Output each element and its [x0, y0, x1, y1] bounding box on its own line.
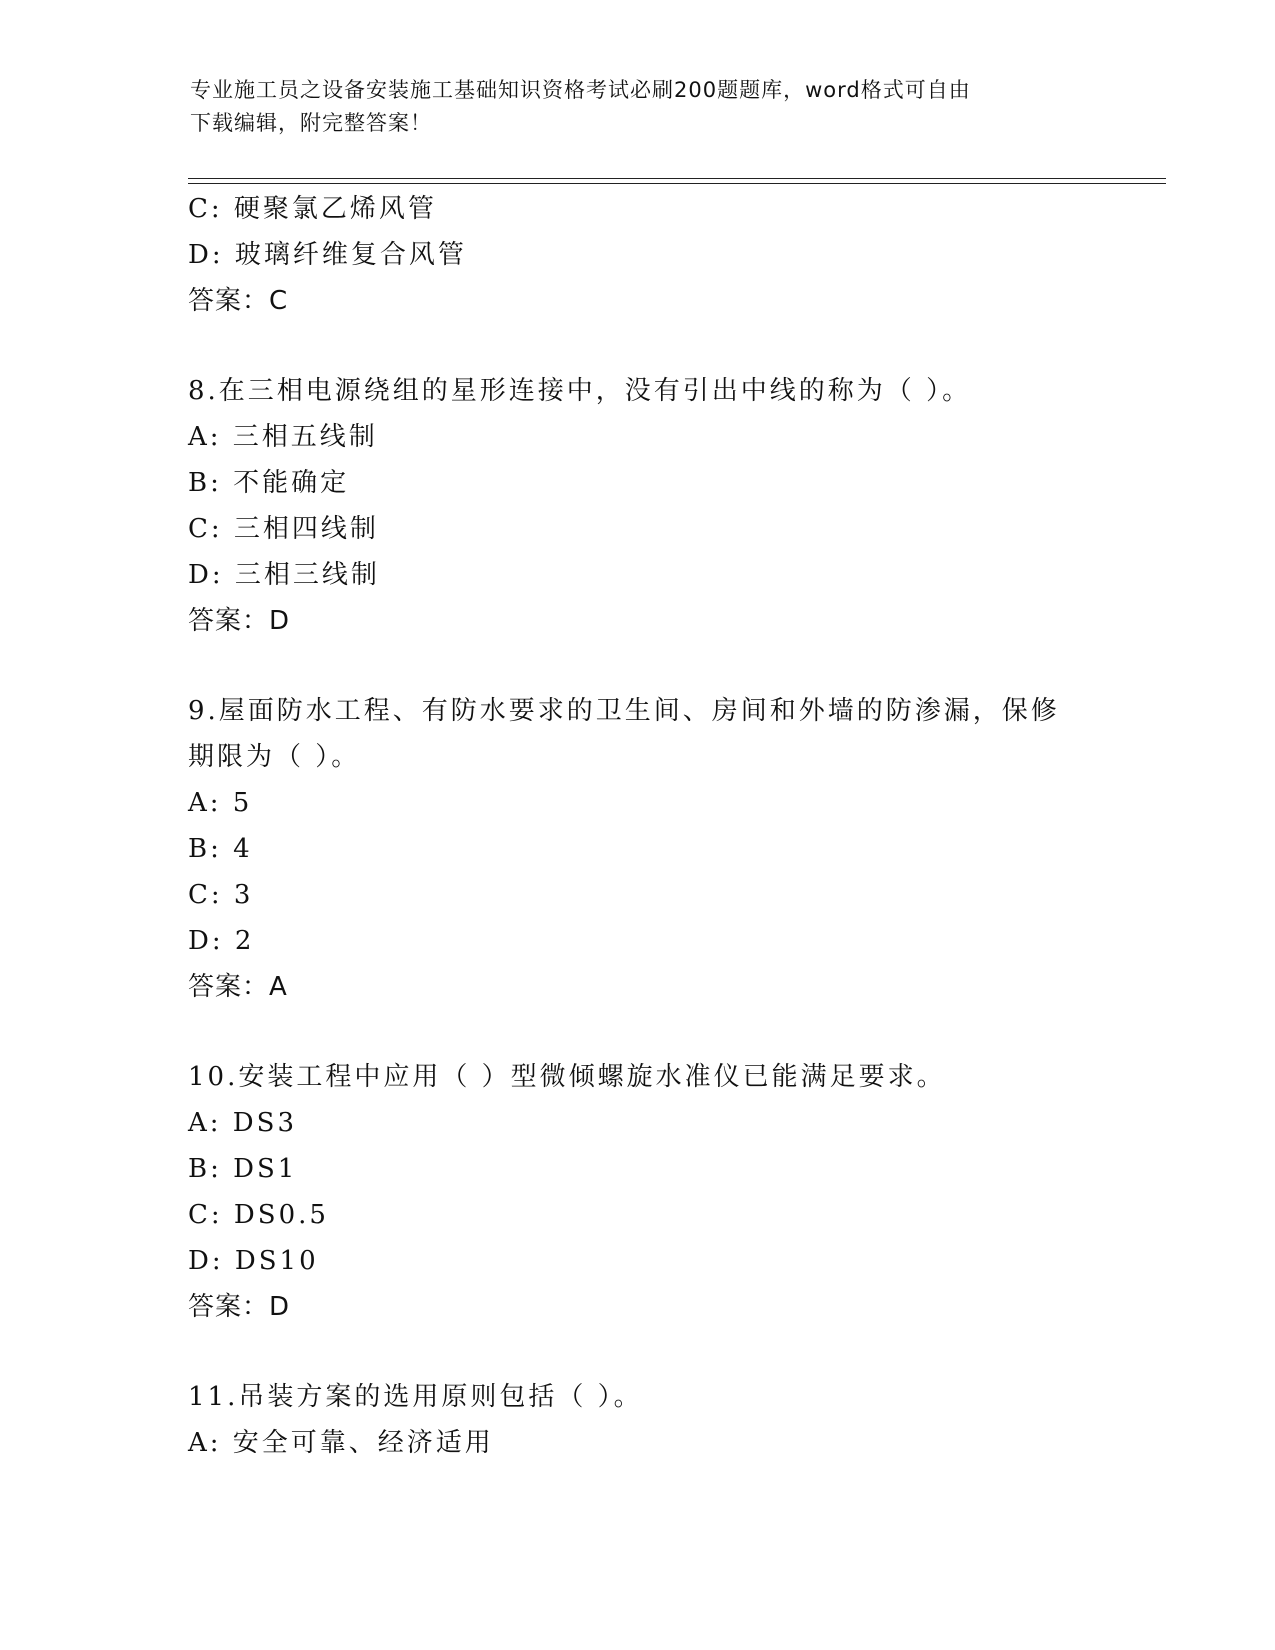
question-text-line-2: 期限为（ ）。 [188, 742, 361, 772]
option-a: A: DS3 [188, 1108, 297, 1138]
answer-text: 答案：A [188, 972, 288, 1002]
option-d: D: DS10 [188, 1246, 319, 1276]
question-8 [188, 368, 1088, 644]
option-c: C: 硬聚氯乙烯风管 [188, 194, 437, 224]
option-a: A: 5 [188, 788, 253, 818]
question-7 [188, 186, 1088, 324]
answer-text: 答案：D [188, 1292, 291, 1322]
option-c: C: DS0.5 [188, 1200, 329, 1230]
answer-text: 答案：C [188, 286, 289, 316]
option-b: B: DS1 [188, 1154, 298, 1184]
question-11 [188, 1374, 1088, 1466]
option-a: A: 安全可靠、经济适用 [188, 1428, 494, 1458]
question-text: 11.吊装方案的选用原则包括（ ）。 [188, 1382, 643, 1412]
question-text-line-1: 9.屋面防水工程、有防水要求的卫生间、房间和外墙的防渗漏，保修 [188, 696, 1060, 726]
option-b: B: 4 [188, 834, 253, 864]
option-c: C: 三相四线制 [188, 514, 379, 544]
question-list [188, 186, 1088, 1466]
option-d: D: 玻璃纤维复合风管 [188, 240, 467, 270]
spacer [188, 1010, 1088, 1054]
option-b: B: 不能确定 [188, 468, 350, 498]
option-a: A: 三相五线制 [188, 422, 378, 452]
header-rule-top [188, 178, 1166, 179]
option-d: D: 三相三线制 [188, 560, 380, 590]
answer-text: 答案：D [188, 606, 291, 636]
question-10 [188, 1054, 1088, 1330]
spacer [188, 1330, 1088, 1374]
option-c: C: 3 [188, 880, 254, 910]
document-header [190, 74, 1080, 140]
header-rule-bottom [188, 183, 1166, 184]
option-d: D: 2 [188, 926, 255, 956]
header-line-2: 下载编辑，附完整答案！ [190, 111, 432, 135]
header-line-1: 专业施工员之设备安装施工基础知识资格考试必刷200题题库，word格式可自由 [190, 78, 971, 102]
spacer [188, 324, 1088, 368]
question-text: 8.在三相电源绕组的星形连接中，没有引出中线的称为（ ）。 [188, 376, 972, 406]
question-9 [188, 688, 1088, 1010]
question-text: 10.安装工程中应用（ ）型微倾螺旋水准仪已能满足要求。 [188, 1062, 946, 1092]
spacer [188, 644, 1088, 688]
